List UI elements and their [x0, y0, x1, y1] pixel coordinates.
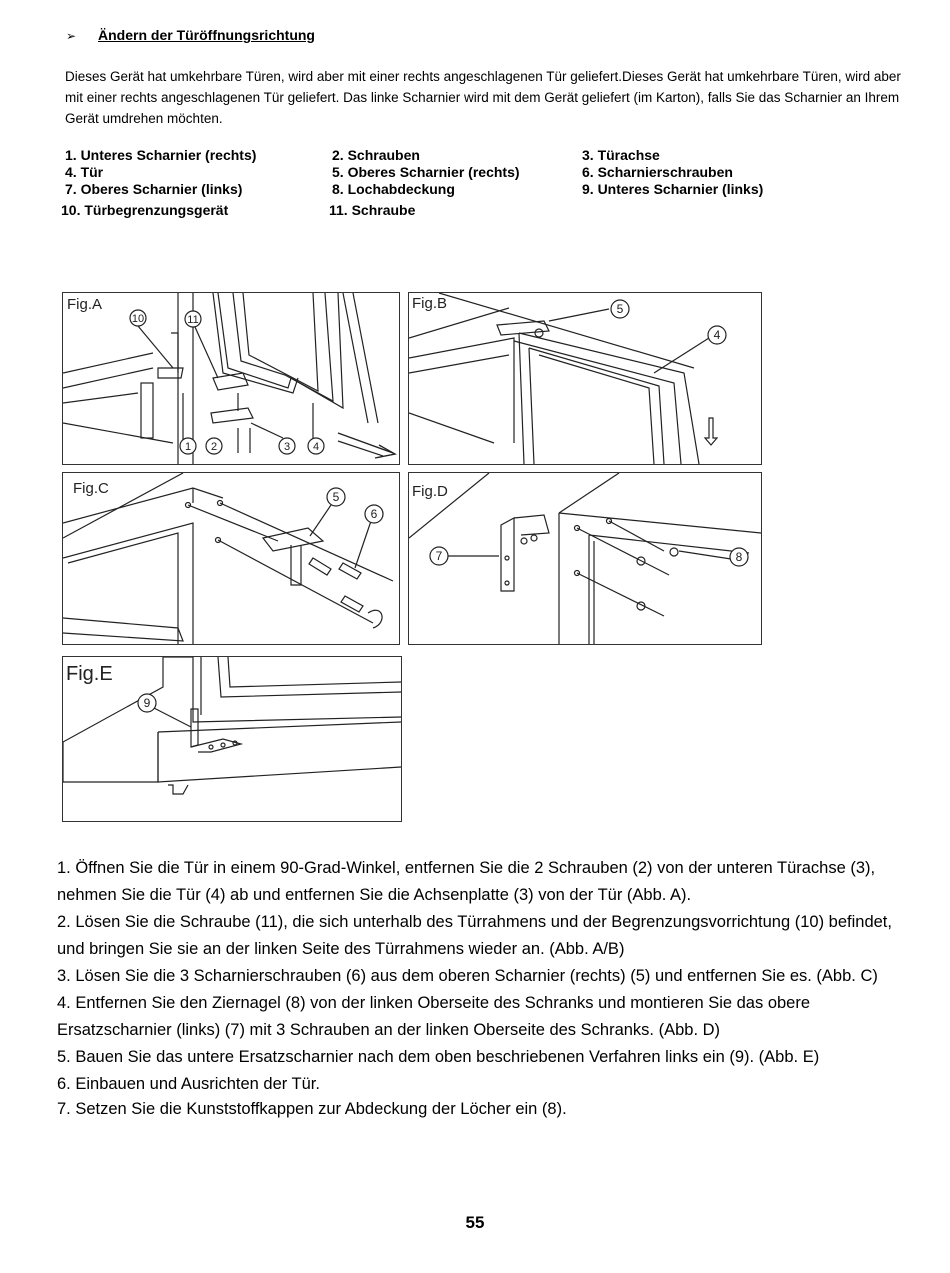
figure-a: [62, 292, 400, 465]
callout-4: 4: [312, 441, 320, 453]
part-item: 6. Scharnierschrauben: [582, 164, 733, 180]
part-item: 2. Schrauben: [332, 147, 420, 163]
figure-label: Fig.D: [412, 483, 448, 500]
step-item: 5. Bauen Sie das untere Ersatzscharnier nach dem oben beschriebenen Verfahren links ein (9). (Abb. E): [57, 1048, 820, 1066]
callout-11: 11: [187, 314, 199, 326]
arrow-bullet-icon: ➢: [66, 29, 77, 43]
instruction-steps: [57, 855, 907, 1120]
callout-8: 8: [735, 550, 743, 564]
part-item: 1. Unteres Scharnier (rechts): [65, 147, 257, 163]
figure-label: Fig.C: [73, 480, 109, 497]
part-item: 7. Oberes Scharnier (links): [65, 181, 243, 197]
callout-5: 5: [616, 302, 624, 316]
callout-3: 3: [283, 441, 291, 453]
callout-4: 4: [713, 328, 721, 342]
page-number: 55: [465, 1213, 485, 1232]
step-item: 6. Einbauen und Ausrichten der Tür.: [57, 1075, 320, 1093]
step-item: 7. Setzen Sie die Kunststoffkappen zur Abdeckung der Löcher ein (8).: [57, 1100, 567, 1118]
intro-paragraph: Dieses Gerät hat umkehrbare Türen, wird aber mit einer rechts angeschlagenen Tür geliefert.Dieses Gerät hat umkehrbare Türen, wird aber mit einer rechts angeschlagenen Tür geliefert. Das linke Scharnier wird mit dem Gerät geliefert (im Karton), falls Sie das Scharnier an Ihrem Gerät umdrehen möchten.: [65, 69, 901, 126]
figure-b: [408, 292, 762, 465]
part-item: 11. Schraube: [329, 202, 416, 218]
part-item: 8. Lochabdeckung: [332, 181, 455, 197]
step-item: 3. Lösen Sie die 3 Scharnierschrauben (6) aus dem oberen Scharnier (rechts) (5) und entfernen Sie es. (Abb. C): [57, 967, 878, 985]
figure-e: [62, 656, 402, 822]
step-item: 4. Entfernen Sie den Ziernagel (8) von der linken Oberseite des Schranks und montieren Sie das obere Ersatzscharnier (links) (7) mit 3 Schrauben an der linken Oberseite des Schranks. (Abb. D): [57, 994, 811, 1039]
figure-label: Fig.E: [66, 663, 113, 685]
part-item: 3. Türachse: [582, 147, 660, 163]
part-item: 10. Türbegrenzungsgerät: [61, 202, 229, 218]
section-title: Ändern der Türöffnungsrichtung: [98, 27, 315, 43]
part-item: 9. Unteres Scharnier (links): [582, 181, 764, 197]
figure-label: Fig.B: [412, 295, 448, 312]
step-item: 2. Lösen Sie die Schraube (11), die sich unterhalb des Türrahmens und der Begrenzungsvorrichtung (10) befindet, und bringen Sie sie an der linken Seite des Türrahmens wieder an. (Abb. A/B): [57, 913, 892, 958]
figure-label: Fig.A: [67, 296, 103, 313]
callout-2: 2: [210, 441, 218, 453]
callout-7: 7: [435, 549, 443, 563]
callout-9: 9: [143, 696, 151, 710]
figure-d: [408, 472, 762, 645]
callout-10: 10: [131, 313, 145, 325]
part-item: 5. Oberes Scharnier (rechts): [332, 164, 520, 180]
step-item: 1. Öffnen Sie die Tür in einem 90-Grad-Winkel, entfernen Sie die 2 Schrauben (2) von der unteren Türachse (3), nehmen Sie die Tür (4) ab und entfernen Sie die Achsenplatte (3) von der Tür (Abb. A).: [57, 859, 876, 904]
figure-c: [62, 472, 400, 645]
callout-1: 1: [184, 441, 192, 453]
part-item: 4. Tür: [65, 164, 104, 180]
callout-6: 6: [370, 507, 378, 521]
section-heading: [66, 27, 315, 43]
callout-5: 5: [332, 490, 340, 504]
